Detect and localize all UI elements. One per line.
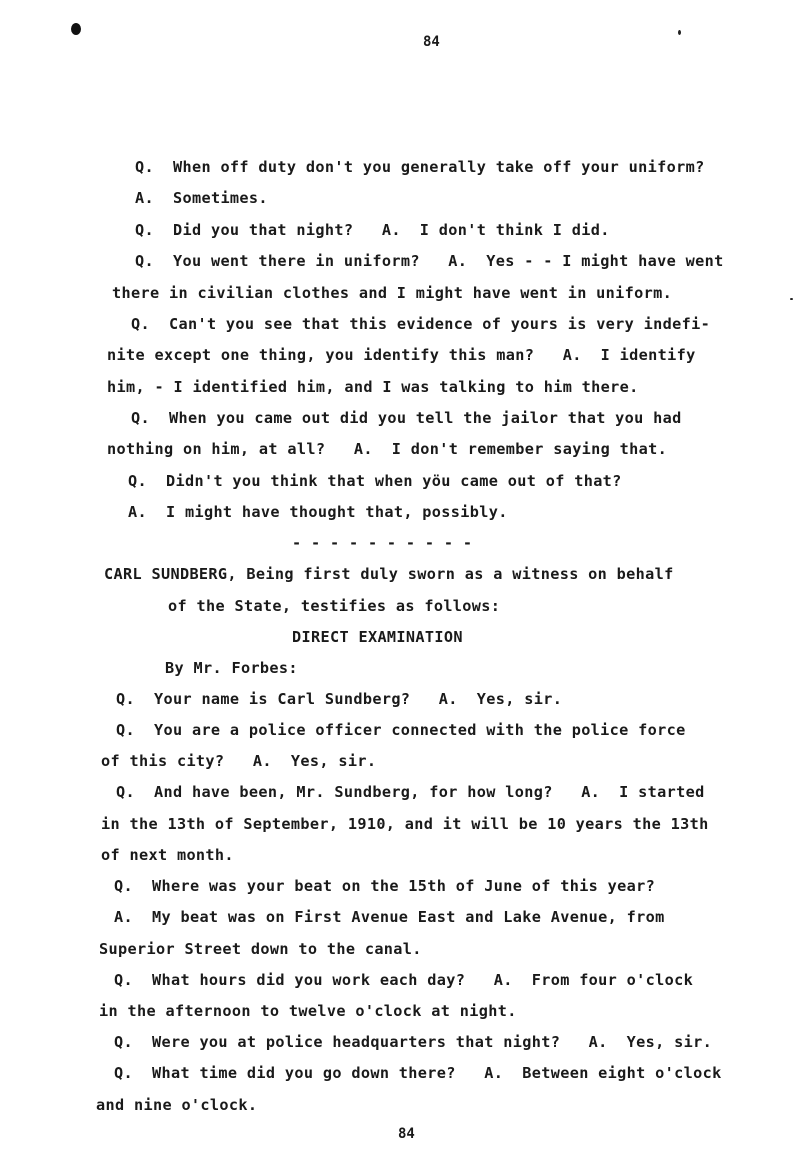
transcript-line: Q. What time did you go down there? A. Between eight o'clock <box>114 1064 722 1082</box>
transcript-line: Q. Can't you see that this evidence of yours is very indefi- <box>131 315 711 333</box>
transcript-line: Q. When you came out did you tell the jailor that you had <box>131 409 682 427</box>
transcript-line: Q. And have been, Mr. Sundberg, for how long? A. I started <box>116 783 705 801</box>
transcript-line: Q. What hours did you work each day? A. From four o'clock <box>114 971 694 989</box>
witness-intro: of the State, testifies as follows: <box>168 597 501 615</box>
transcript-line: in the afternoon to twelve o'clock at night. <box>99 1002 517 1020</box>
transcript-line: A. My beat was on First Avenue East and Lake Avenue, from <box>114 908 665 926</box>
transcript-line: of this city? A. Yes, sir. <box>101 752 377 770</box>
transcript-line: in the 13th of September, 1910, and it will be 10 years the 13th <box>101 815 709 833</box>
transcript-line: of next month. <box>101 846 234 864</box>
page-number-bottom: 84 <box>398 1126 415 1142</box>
transcript-line: A. Sometimes. <box>135 189 268 207</box>
examiner-label: By Mr. Forbes: <box>165 659 298 677</box>
transcript-line: Superior Street down to the canal. <box>99 940 422 958</box>
ink-speck <box>678 30 681 35</box>
page-number-top: 84 <box>423 34 440 50</box>
transcript-line: Q. Did you that night? A. I don't think I did. <box>135 221 610 239</box>
transcript-line: Q. You went there in uniform? A. Yes - - I might have went <box>135 252 724 270</box>
transcript-line: nite except one thing, you identify this man? A. I identify <box>107 346 696 364</box>
transcript-line: Q. You are a police officer connected with the police force <box>116 721 686 739</box>
punch-hole-mark <box>71 23 81 35</box>
transcript-line: A. I might have thought that, possibly. <box>128 503 508 521</box>
transcript-line: nothing on him, at all? A. I don't remember saying that. <box>107 440 668 458</box>
transcript-line: Q. Your name is Carl Sundberg? A. Yes, sir. <box>116 690 563 708</box>
section-heading: DIRECT EXAMINATION <box>292 628 463 646</box>
transcript-line: Q. Where was your beat on the 15th of June of this year? <box>114 877 656 895</box>
transcript-line: Q. When off duty don't you generally take off your uniform? <box>135 158 705 176</box>
transcript-line: and nine o'clock. <box>96 1096 258 1114</box>
section-divider: - - - - - - - - - - <box>292 534 473 552</box>
transcript-line: him, - I identified him, and I was talking to him there. <box>107 378 639 396</box>
witness-intro: CARL SUNDBERG, Being first duly sworn as a witness on behalf <box>104 565 674 583</box>
ink-speck <box>790 298 793 300</box>
transcript-line: there in civilian clothes and I might have went in uniform. <box>112 284 673 302</box>
transcript-line: Q. Didn't you think that when yöu came out of that? <box>128 472 622 490</box>
transcript-line: Q. Were you at police headquarters that night? A. Yes, sir. <box>114 1033 713 1051</box>
